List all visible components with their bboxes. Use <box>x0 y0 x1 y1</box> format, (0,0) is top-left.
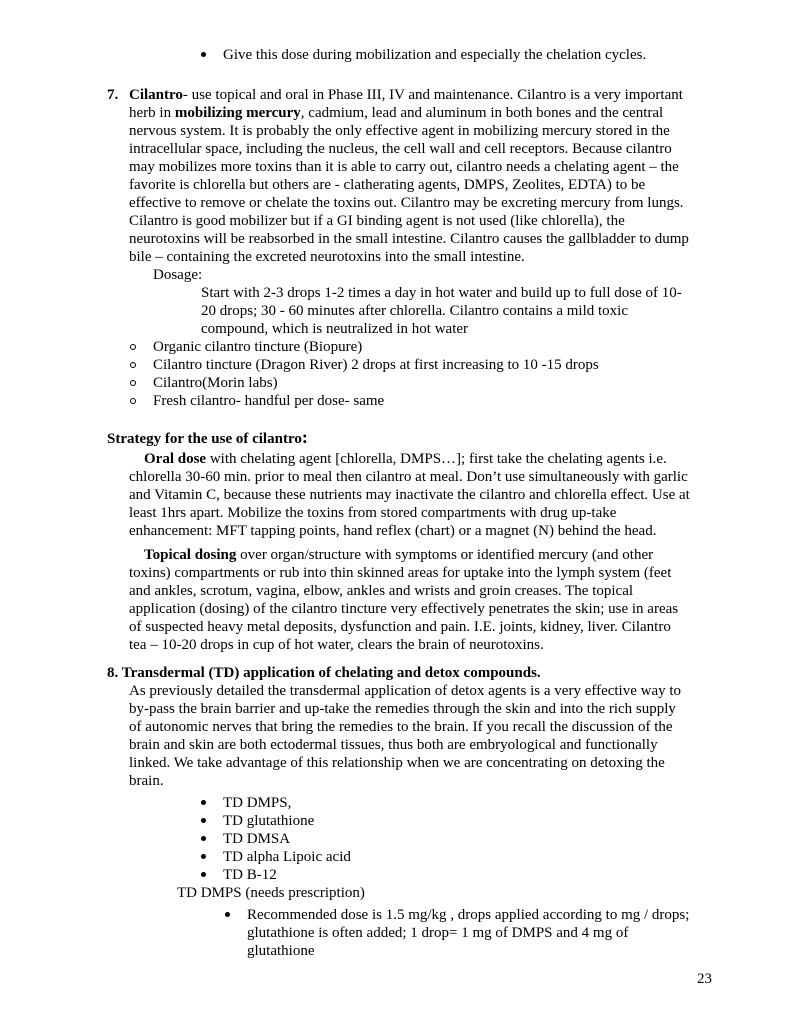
product-item: Cilantro(Morin labs) <box>153 375 278 391</box>
product-item: Cilantro tincture (Dragon River) 2 drops at first increasing to 10 -15 drops <box>153 357 599 373</box>
td-item: TD B-12 <box>223 867 277 883</box>
dosage-label: Dosage: <box>153 267 203 283</box>
product-item: Fresh cilantro- handful per dose- same <box>153 393 385 409</box>
hollow-bullet-icon <box>130 344 136 350</box>
hollow-bullet-icon <box>130 380 136 386</box>
page-number: 23 <box>697 971 712 987</box>
bullet-icon <box>201 836 206 841</box>
bullet-icon <box>201 854 206 859</box>
bullet-icon <box>225 912 230 917</box>
section-8-title: 8. Transdermal (TD) application of chelating and detox compounds. <box>107 665 541 681</box>
top-bullet-text: Give this dose during mobilization and especially the chelation cycles. <box>223 47 647 63</box>
td-item: TD DMPS, <box>223 795 292 811</box>
hollow-bullet-icon <box>130 398 136 404</box>
bullet-icon <box>201 800 206 805</box>
topical-dosing-paragraph: Topical dosing over organ/structure with symptoms or identified mercury (and other toxins) compartments or rub into thin skinned areas for uptake into the lymph system (feet and ankles, scrotum, vagina, elbow, ankles and wrists and groin creases. The topical application (dosing) of the cilantro tincture very effectively penetrates the skin; use in areas of suspected heavy metal deposits, dysfunction and pain. I.E. joints, kidney, liver. Cilantro tea – 10-20 drops in cup of hot water, clears the brain of neurotoxins. <box>129 547 679 653</box>
oral-dose-bold: Oral dose <box>144 451 207 467</box>
bullet-icon <box>201 872 206 877</box>
oral-dose-paragraph: Oral dose with chelating agent [chlorella, DMPS…]; first take the chelating agents i.e. chlorella 30-60 min. prior to meal then cilantro at meal. Don’t use simultaneously with garlic and Vitamin C, because these nutrients may inactivate the cilantro and chlorella effect. Use at least 1hrs apart. Mobilize the toxins from stored compartments with drug up-take enhancement: MFT tapping points, hand reflex (chart) or a magnet (N) behind the head. <box>129 451 690 539</box>
bullet-icon <box>201 52 206 57</box>
dosage-text: Start with 2-3 drops 1-2 times a day in hot water and build up to full dose of 10- 20 drops; 30 - 60 minutes after chlorella. Cilantro contains a mild toxic compound, which is neutralized in hot water <box>201 285 682 337</box>
section-7-title: Cilantro <box>129 87 183 103</box>
hollow-bullet-icon <box>130 362 136 368</box>
bullet-icon <box>201 818 206 823</box>
td-dmps-bullet-text: Recommended dose is 1.5 mg/kg , drops applied according to mg / drops; glutathione is often added; 1 drop= 1 mg of DMPS and 4 mg of glutathione <box>247 907 690 959</box>
topical-dosing-bold: Topical dosing <box>144 547 237 563</box>
section-8-body: As previously detailed the transdermal application of detox agents is a very effective way to by-pass the brain barrier and up-take the remedies through the skin and into the rich supply of autonomic nerves that bring the remedies to the brain. If you recall the discussion of the brain and skin are both ectodermal tissues, thus both are embryological and functionally linked. We take advantage of this relationship when we are concentrating on detoxing the brain. <box>129 683 682 789</box>
td-item: TD alpha Lipoic acid <box>223 849 351 865</box>
td-dmps-label: TD DMPS (needs prescription) <box>177 885 365 901</box>
product-item: Organic cilantro tincture (Biopure) <box>153 339 363 355</box>
strategy-heading: Strategy for the use of cilantro: <box>107 427 308 447</box>
td-item: TD DMSA <box>223 831 291 847</box>
td-item: TD glutathione <box>223 813 315 829</box>
section-7-body: Cilantro- use topical and oral in Phase III, IV and maintenance. Cilantro is a very important herb in mobilizing mercury, cadmium, lead and aluminum in both bones and the central nervous system. It is probably the only effective agent in mobilizing mercury stored in the intracellular space, including the nucleus, the cell wall and cell receptors. Because cilantro may mobilizes more toxins than it is able to carry out, cilantro needs a chelating agent – the favorite is chlorella but others are - clatherating agents, DMPS, Zeolites, EDTA) to be effective to remove or chelate the toxins out. Cilantro may be excreting mercury from lungs. Cilantro is good mobilizer but if a GI binding agent is not used (like chlorella), the neurotoxins will be reabsorbed in the small intestine. Cilantro causes the gallbladder to dump bile – containing the excreted neurotoxins into the small intestine. <box>129 87 689 265</box>
mobilizing-mercury-bold: mobilizing mercury <box>174 105 301 121</box>
section-7-number: 7. <box>107 87 119 103</box>
